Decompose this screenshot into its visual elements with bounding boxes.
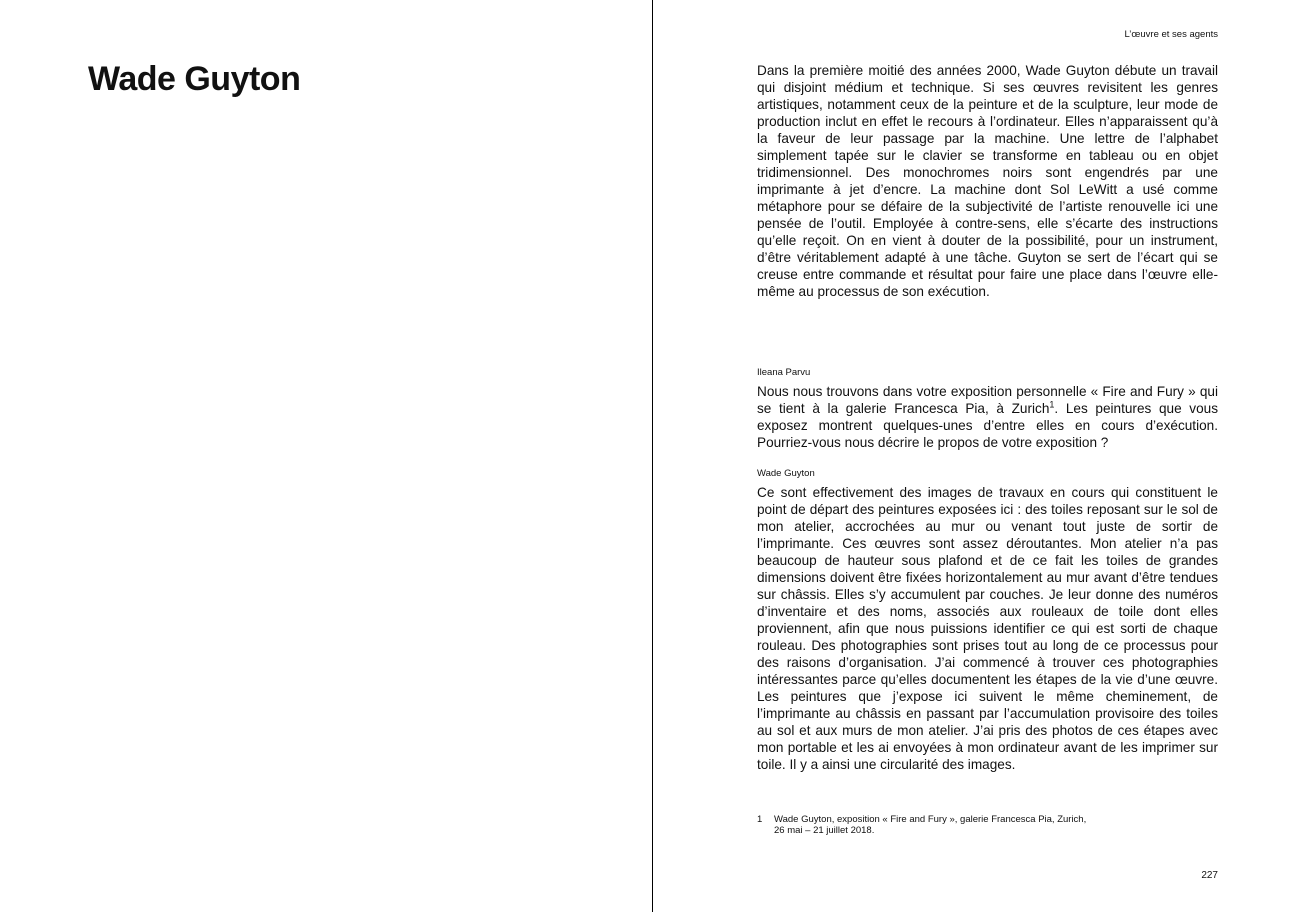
footnote-reference[interactable]: 1	[1049, 399, 1055, 410]
speaker-name: Ileana Parvu	[757, 367, 811, 378]
page-number: 227	[1201, 870, 1218, 881]
speaker-name: Wade Guyton	[757, 468, 815, 479]
footnote-line: 26 mai – 21 juillet 2018.	[774, 825, 875, 836]
chapter-title: Wade Guyton	[88, 60, 301, 98]
question-text-end: . Les peintures que vous exposez montrent quelques-unes d’entre elles en cours d’exécution. Pourriez-vous nous décrire le propos de votre exposition ?	[757, 401, 1218, 450]
footnote-text	[774, 814, 1157, 836]
right-page	[653, 0, 1304, 912]
answer-block	[757, 484, 1218, 773]
intro-paragraph: Dans la première moitié des années 2000, Wade Guyton débute un travail qui disjoint médium et technique. Si ses œuvres revisitent les genres artistiques, notamment ceux de la peinture et de la sculpture, leur mode de production inclut en effet le recours à l’ordinateur. Elles n’apparaissent qu’à la faveur de leur passage par la machine. Une lettre de l’alphabet simplement tapée sur le clavier se transforme en tableau ou en objet tridimensionnel. Des monochromes noirs sont engendrés par une imprimante à jet d’encre. La machine dont Sol LeWitt a usé comme métaphore pour se défaire de la subjectivité de l’artiste renouvelle ici une pensée de l’outil. Employée à contre-sens, elle s’écarte des instructions qu’elle reçoit. On en vient à douter de la possibilité, pour un instrument, d’être véritablement adapté à une tâche. Guyton se sert de l’écart qui se creuse entre commande et résultat pour faire une place dans l’œuvre elle-même au processus de son exécution.	[757, 63, 1218, 299]
speaker-block-1	[757, 367, 1218, 379]
footnote-line: Wade Guyton, exposition « Fire and Fury », galerie Francesca Pia, Zurich,	[774, 814, 1087, 825]
running-head: L’œuvre et ses agents	[1124, 29, 1218, 40]
speaker-block-2	[757, 468, 1218, 480]
question-paragraph	[757, 383, 1218, 451]
answer-paragraph: Ce sont effectivement des images de travaux en cours qui constituent le point de départ des peintures exposées ici : des toiles reposant sur le sol de mon atelier, accrochées au mur ou venant tout juste de sortir de l’imprimante. Ces œuvres sont assez déroutantes. Mon atelier n’a pas beaucoup de hauteur sous plafond et de ce fait les toiles de grandes dimensions doivent être fixées horizontalement au mur avant d’être tendues sur châssis. Elles s’y accumulent par couches. Je leur donne des numéros d’inventaire et des noms, associés aux rouleaux de toile dont elles proviennent, afin que nous puissions identifier ce qui est sorti de chaque rouleau. Des photographies sont prises tout au long de ce processus pour des raisons d’organisation. J’ai commencé à trouver ces photographies intéressantes parce qu’elles documentent les étapes de la vie d’une œuvre. Les peintures que j’expose ici suivent le même cheminement, de l’imprimante au châssis en passant par l’accumulation provisoire des toiles au sol et aux murs de mon atelier. J’ai pris des photos de ces étapes avec mon portable et les ai envoyées à mon ordinateur avant de les imprimer sur toile. Il y a ainsi une circularité des images.	[757, 485, 1218, 772]
question-block	[757, 383, 1218, 451]
intro-block	[757, 62, 1218, 300]
footnote-number: 1	[757, 814, 763, 825]
footnote	[757, 814, 1157, 836]
question-text-start: Nous nous trouvons dans votre exposition personnelle « Fire and Fury » qui se tient à la galerie Francesca Pia, à Zurich	[757, 384, 1218, 416]
